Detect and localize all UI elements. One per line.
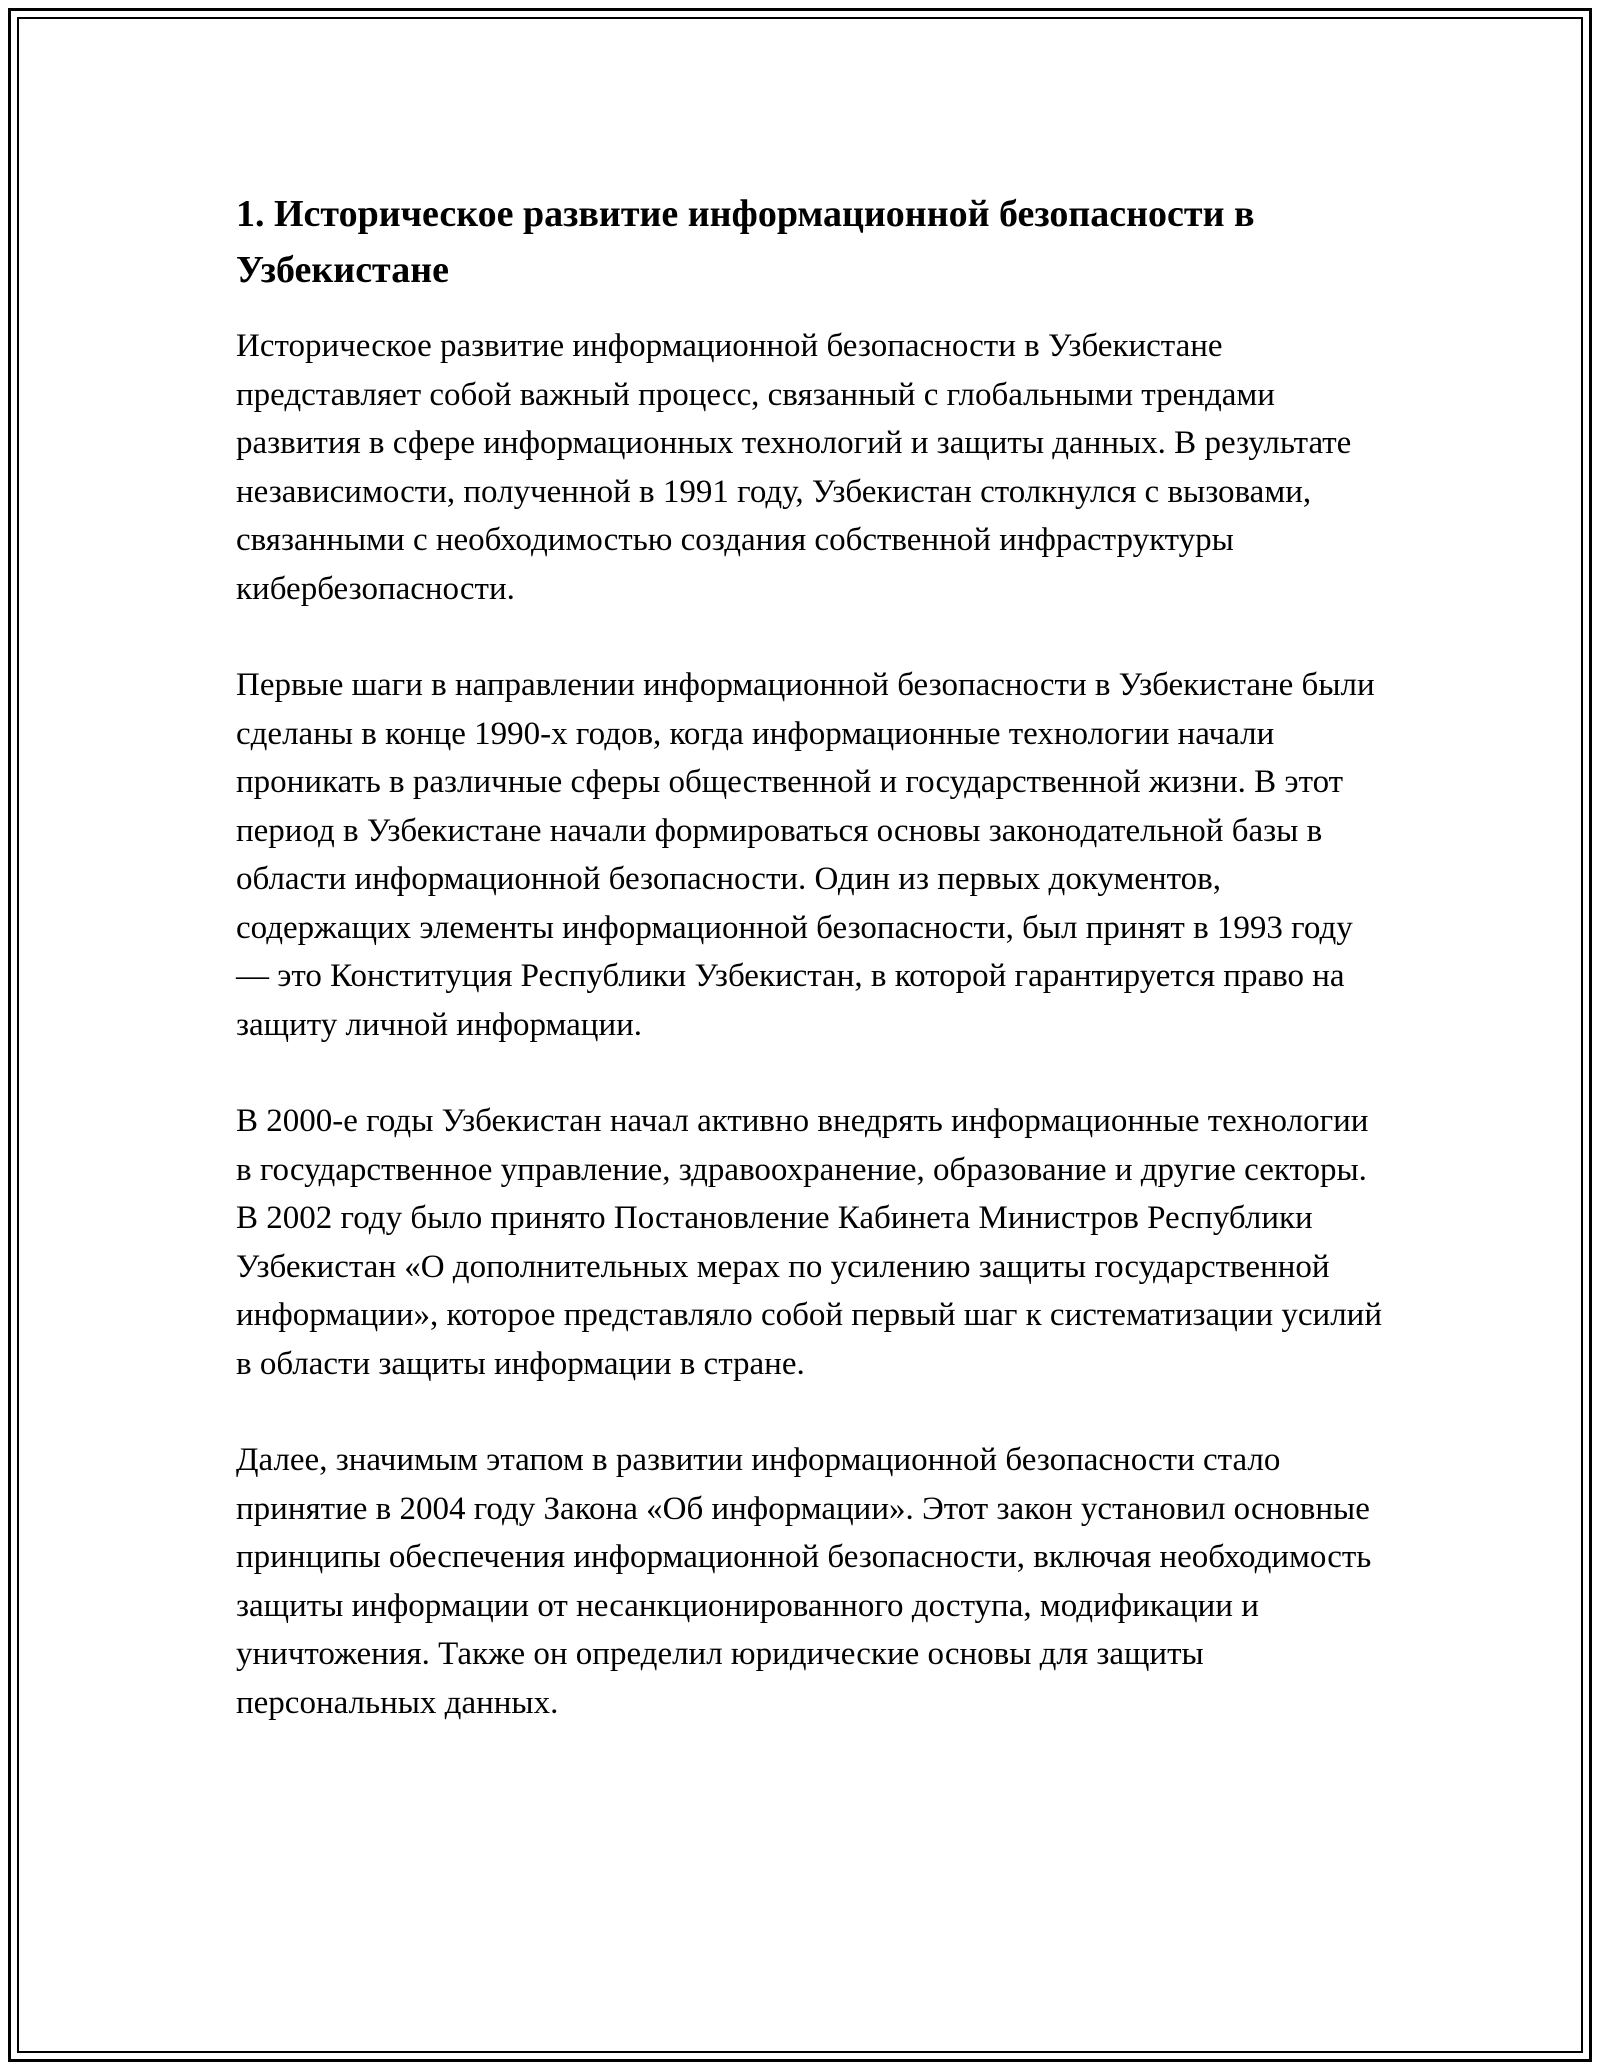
paragraph-3: В 2000-е годы Узбекистан начал активно внедрять информационные технологии в государственное управление, здравоохранение, образование и другие секторы. В 2002 году было принято Постановление Кабинета Министров Республики Узбекистан «О дополнительных мерах по усилению защиты государственной информации», которое представляло собой первый шаг к систематизации усилий в области защиты информации в стране. xyxy=(236,1103,1382,1382)
paragraph-1: Историческое развитие информационной безопасности в Узбекистане представляет собой важный процесс, связанный с глобальными трендами развития в сфере информационных технологий и защиты данных. В результате независимости, полученной в 1991 году, Узбекистан столкнулся с вызовами, связанными с необходимостью создания собственной инфраструктуры кибербезопасности. xyxy=(236,328,1352,607)
paragraph-4: Далее, значимым этапом в развитии информационной безопасности стало принятие в 2004 году Закона «Об информации». Этот закон установил основные принципы обеспечения информационной безопасности, включая необходимость защиты информации от несанкционированного доступа, модификации и уничтожения. Также он определил юридические основы для защиты персональных данных. xyxy=(236,1442,1372,1721)
paragraph-2: Первые шаги в направлении информационной безопасности в Узбекистане были сделаны в конце 1990-х годов, когда информационные технологии начали проникать в различные сферы общественной и государственной жизни. В этот период в Узбекистане начали формироваться основы законодательной базы в области информационной безопасности. Один из первых документов, содержащих элементы информационной безопасности, был принят в 1993 году — это Конституция Республики Узбекистан, в которой гарантируется право на защиту личной информации. xyxy=(236,667,1375,1043)
section-heading: 1. Историческое развитие информационной безопасности в Узбекистане xyxy=(236,193,1255,291)
document-body xyxy=(236,186,1386,1775)
